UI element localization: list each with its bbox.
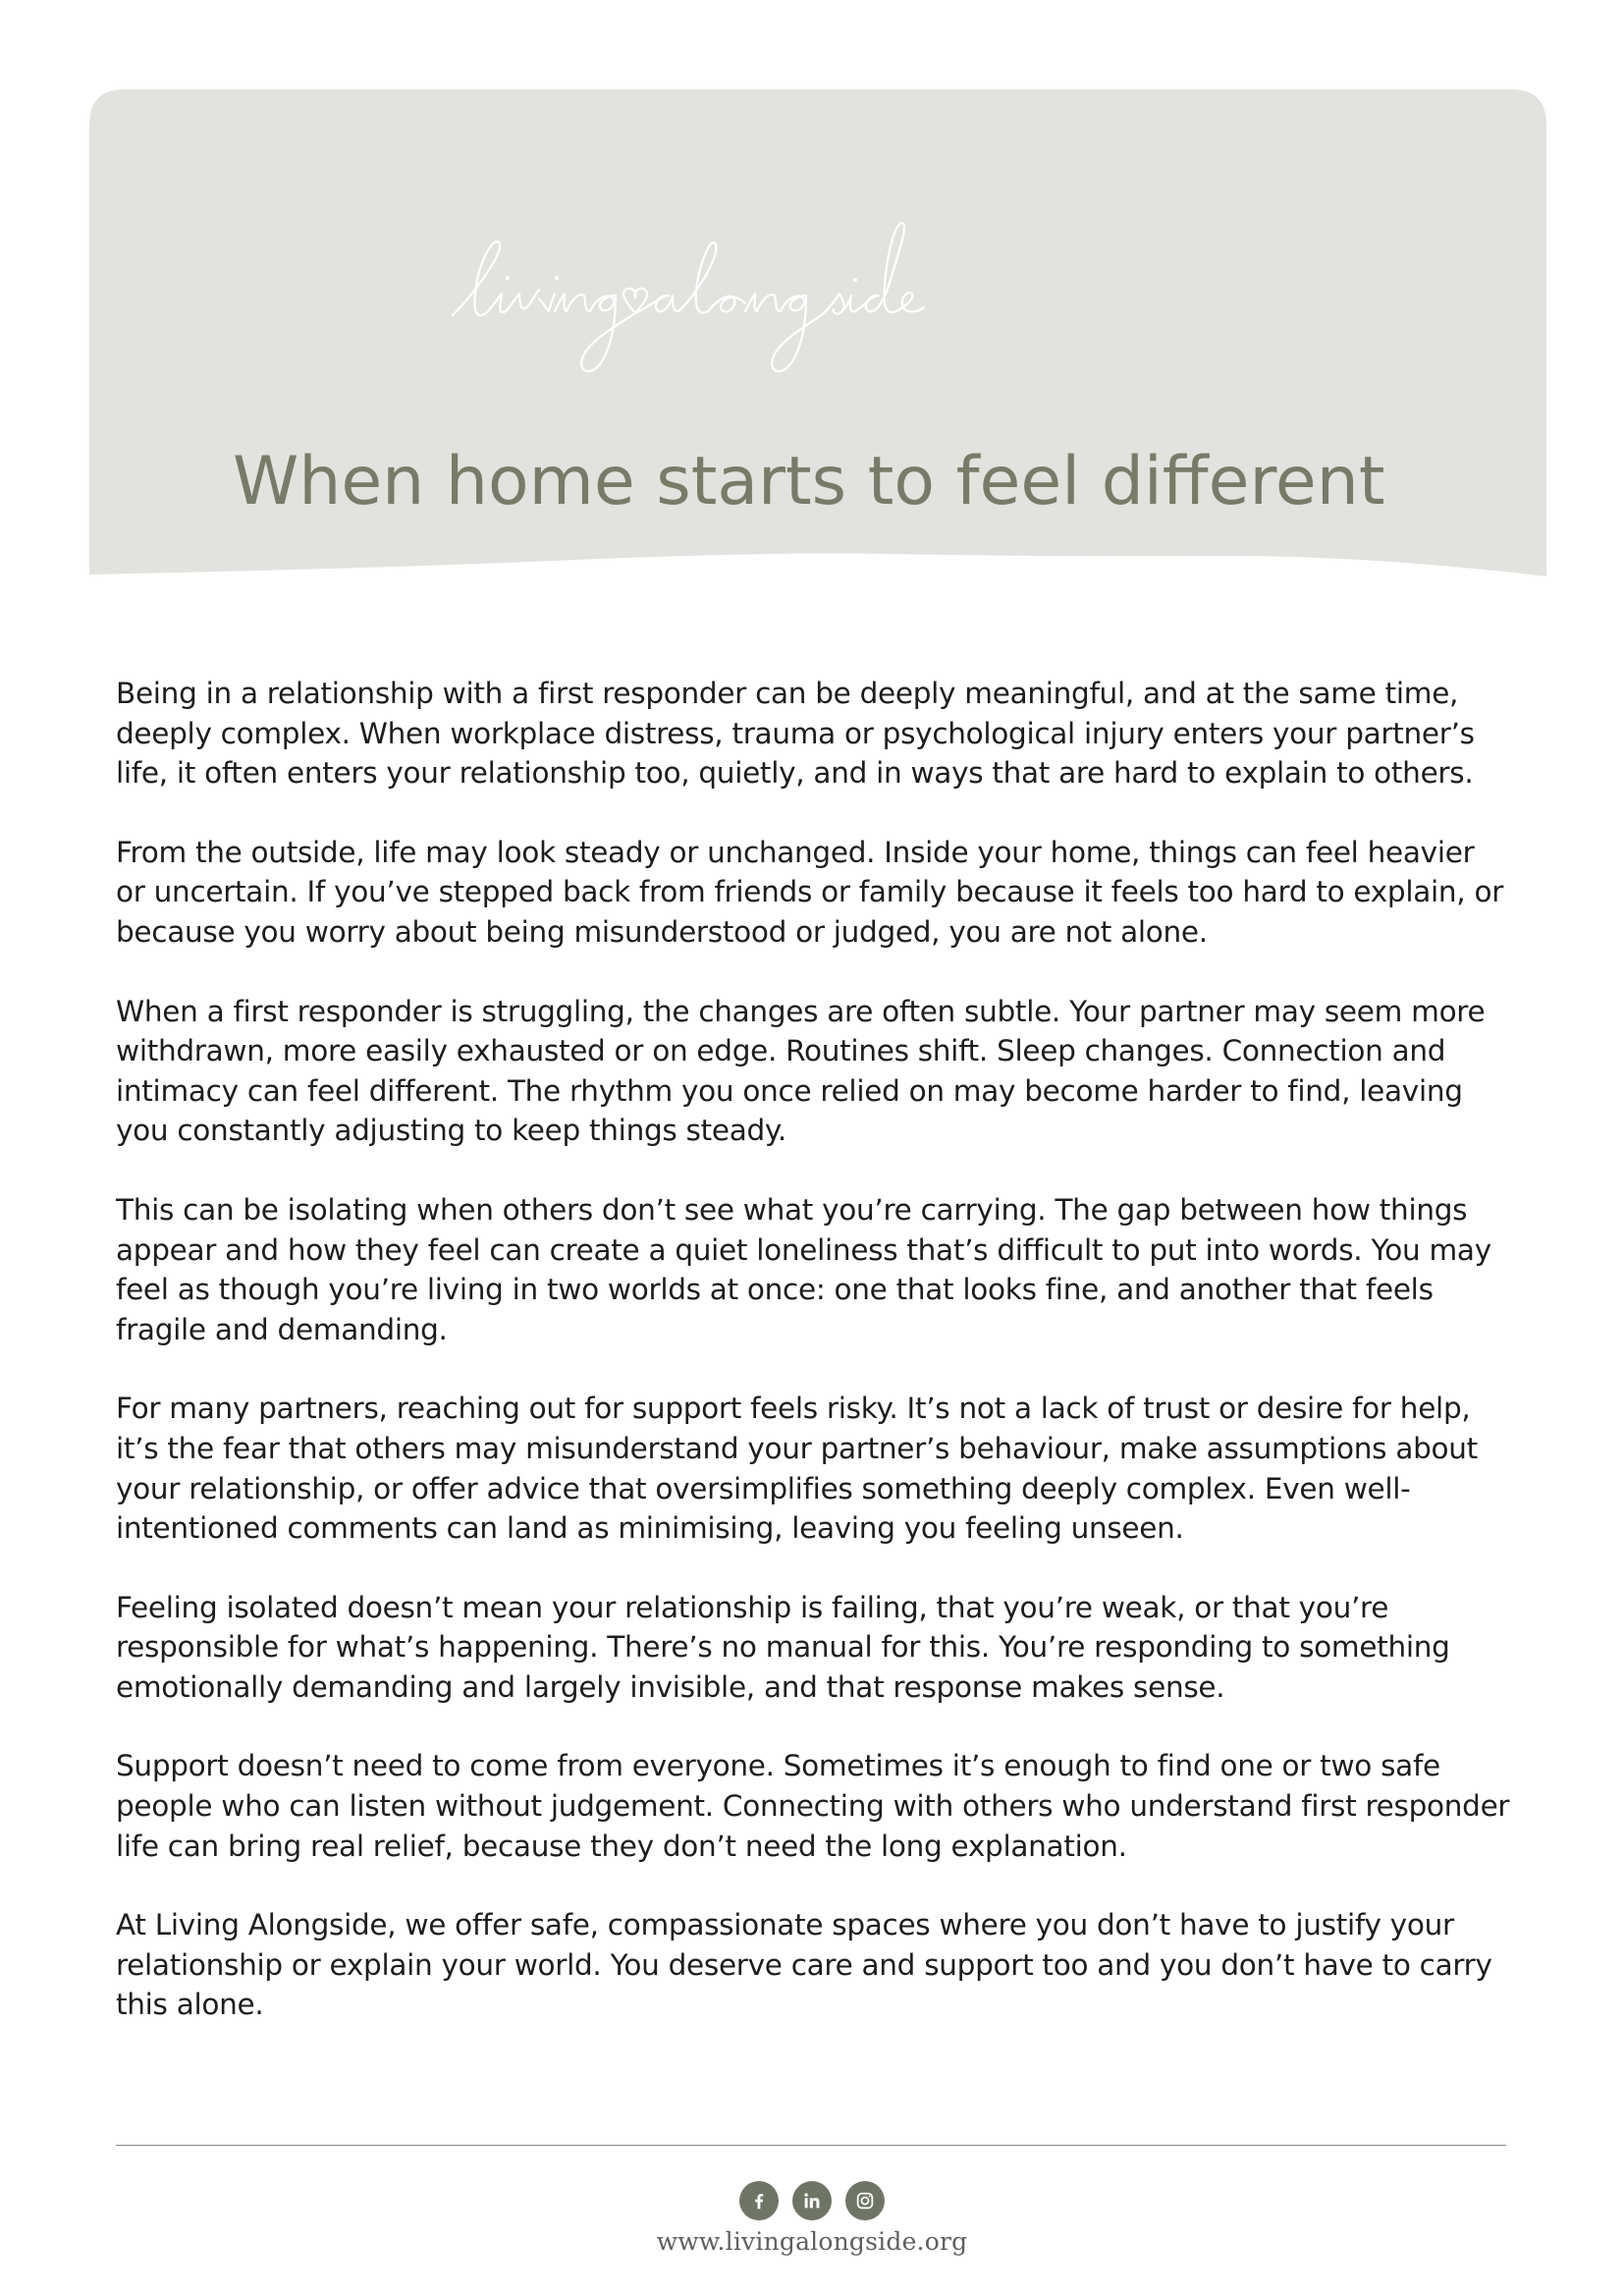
paragraph: This can be isolating when others don’t see what you’re carrying. The gap between how things appear and how they feel can create a quiet loneliness that’s difficult to put into words. You may feel as though you’re living in two worlds at once: one that looks fine, and another that feels fragile and demanding. — [116, 1192, 1491, 1346]
paragraph: Being in a relationship with a first responder can be deeply meaningful, and at the same time, deeply complex. When workplace distress, trauma or psychological injury enters your partner’s life, it often enters your relationship too, quietly, and in ways that are hard to explain to others. — [116, 677, 1475, 791]
facebook-icon[interactable] — [739, 2181, 779, 2220]
paragraph: When a first responder is struggling, the changes are often subtle. Your partner may seem more withdrawn, more easily exhausted or on edge. Routines shift. Sleep changes. Connection and intimacy can feel different. The rhythm you once relied on may become harder to find, leaving you constantly adjusting to keep things steady. — [116, 994, 1486, 1148]
social-links — [0, 2181, 1624, 2220]
paragraph: From the outside, life may look steady or unchanged. Inside your home, things can feel heavier or uncertain. If you’ve stepped back from friends or family because it feels too hard to explain, or because you worry about being misunderstood or judged, you are not alone. — [116, 835, 1504, 949]
brand-logo — [443, 217, 1189, 384]
header-banner — [89, 89, 1546, 580]
paragraph: Feeling isolated doesn’t mean your relationship is failing, that you’re weak, or that you’re responsible for what’s happening. There’s no manual for this. You’re responding to something emotionally demanding and largely invisible, and that response makes sense. — [116, 1590, 1450, 1704]
article-body — [116, 674, 1510, 2064]
paragraph: Support doesn’t need to come from everyone. Sometimes it’s enough to find one or two safe people who can listen without judgement. Connecting with others who understand first responder life can bring real relief, because they don’t need the long explanation. — [116, 1749, 1510, 1863]
instagram-icon[interactable] — [845, 2181, 885, 2220]
paragraph: At Living Alongside, we offer safe, compassionate spaces where you don’t have to justify your relationship or explain your world. You deserve care and support too and you don’t have to carry this alone. — [116, 1908, 1492, 2022]
linkedin-icon[interactable] — [792, 2181, 832, 2220]
logo-script-mark — [443, 217, 1189, 384]
page-title: When home starts to feel different — [233, 443, 1385, 520]
website-link[interactable]: www.livingalongside.org — [656, 2227, 968, 2256]
paragraph: For many partners, reaching out for support feels risky. It’s not a lack of trust or desire for help, it’s the fear that others may misunderstand your partner’s behaviour, make assumptions about your relationship, or offer advice that oversimplifies something deeply complex. Even well-intentioned comments can land as minimising, leaving you feeling unseen. — [116, 1392, 1478, 1546]
footer-divider — [116, 2145, 1506, 2146]
